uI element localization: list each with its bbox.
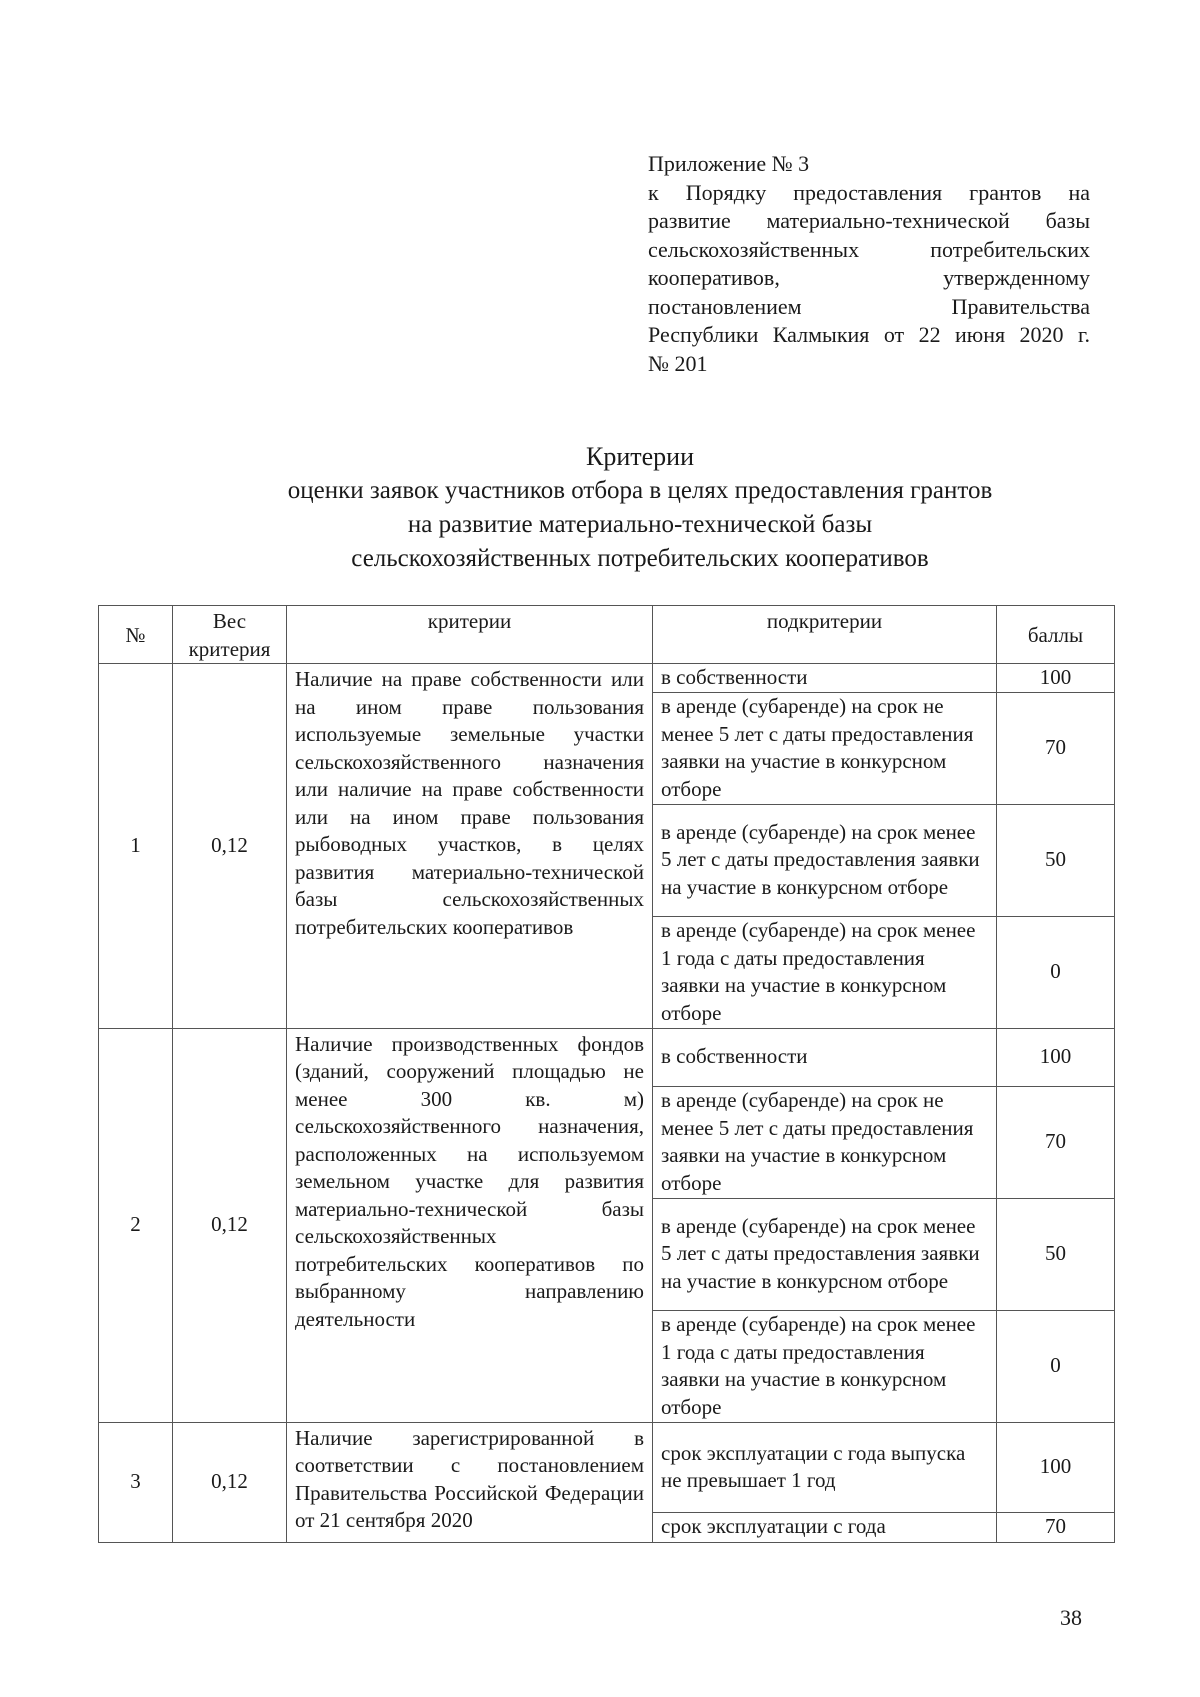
- criteria-table: [98, 605, 1115, 1543]
- subcriterion-text: в аренде (субаренде) на срок не менее 5 лет с даты предоставления заявки на участие в конкурсном отборе: [653, 1086, 997, 1198]
- document-title: [100, 440, 1180, 576]
- title-line: на развитие материально-технической базы: [407, 511, 873, 538]
- criterion-text: Наличие на праве собственности или на ином праве пользования используемые земельные участки сельскохозяйственного назначения или наличие на праве собственности или на ином праве пользования рыбоводных участков, в целях развития материально-технической базы сельскохозяйственных потребительских кооперативов: [287, 664, 653, 1029]
- title-line: сельскохозяйственных потребительских кооперативов: [351, 545, 929, 572]
- subcriterion-text: в собственности: [653, 664, 997, 693]
- points-value: 50: [997, 804, 1115, 916]
- table-row: [99, 1422, 1115, 1512]
- row-number: 3: [99, 1422, 173, 1542]
- header-num: №: [99, 606, 173, 664]
- header-criteria: критерии: [287, 606, 653, 664]
- row-number: 1: [99, 664, 173, 1029]
- criterion-weight: 0,12: [173, 1422, 287, 1542]
- subcriterion-text: в аренде (субаренде) на срок не менее 5 лет с даты предоставления заявки на участие в конкурсном отборе: [653, 692, 997, 804]
- points-value: 100: [997, 1028, 1115, 1086]
- appendix-note: [648, 150, 1090, 378]
- appendix-line: Приложение № 3: [648, 151, 810, 176]
- title-line: Критерии: [586, 442, 694, 471]
- table-row: [99, 664, 1115, 693]
- points-value: 50: [997, 1198, 1115, 1310]
- criterion-text: Наличие производственных фондов (зданий, сооружений площадью не менее 300 кв. м) сельскохозяйственного назначения, расположенных на используемом земельном участке для развития материально-технической базы сельскохозяйственных потребительских кооперативов по выбранному направлению деятельности: [287, 1028, 653, 1422]
- subcriterion-text: в аренде (субаренде) на срок менее 1 года с даты предоставления заявки на участие в конкурсном отборе: [653, 916, 997, 1028]
- points-value: 70: [997, 1512, 1115, 1542]
- points-value: 70: [997, 692, 1115, 804]
- appendix-line: № 201: [648, 350, 708, 376]
- subcriterion-text: срок эксплуатации с года: [653, 1512, 997, 1542]
- row-number: 2: [99, 1028, 173, 1422]
- appendix-line: сельскохозяйственных потребительских: [648, 236, 1090, 262]
- criterion-weight: 0,12: [173, 1028, 287, 1422]
- appendix-line: к Порядку предоставления грантов на: [648, 179, 1090, 205]
- points-value: 70: [997, 1086, 1115, 1198]
- subcriterion-text: в аренде (субаренде) на срок менее 5 лет с даты предоставления заявки на участие в конкурсном отборе: [653, 1198, 997, 1310]
- title-line: оценки заявок участников отбора в целях предоставления грантов: [287, 477, 993, 504]
- subcriterion-text: срок эксплуатации с года выпуска не превышает 1 год: [653, 1422, 997, 1512]
- criterion-text: Наличие зарегистрированной в соответствии с постановлением Правительства Российской Федерации от 21 сентября 2020: [287, 1422, 653, 1542]
- subcriterion-text: в аренде (субаренде) на срок менее 5 лет с даты предоставления заявки на участие в конкурсном отборе: [653, 804, 997, 916]
- appendix-line: кооперативов, утвержденному: [648, 265, 1090, 290]
- subcriterion-text: в собственности: [653, 1028, 997, 1086]
- subcriterion-text: в аренде (субаренде) на срок менее 1 года с даты предоставления заявки на участие в конкурсном отборе: [653, 1310, 997, 1422]
- points-value: 0: [997, 916, 1115, 1028]
- header-weight: Вес критерия: [173, 606, 287, 664]
- table-header-row: [99, 606, 1115, 664]
- page-number: 38: [1060, 1605, 1082, 1630]
- header-subcriteria: подкритерии: [653, 606, 997, 664]
- appendix-line: развитие материально-технической базы: [648, 208, 1090, 233]
- points-value: 0: [997, 1310, 1115, 1422]
- criterion-weight: 0,12: [173, 664, 287, 1029]
- points-value: 100: [997, 1422, 1115, 1512]
- table-row: [99, 1028, 1115, 1086]
- appendix-line: постановлением Правительства: [648, 293, 1090, 319]
- points-value: 100: [997, 664, 1115, 693]
- appendix-line: Республики Калмыкия от 22 июня 2020 г.: [648, 322, 1090, 347]
- header-points: баллы: [997, 606, 1115, 664]
